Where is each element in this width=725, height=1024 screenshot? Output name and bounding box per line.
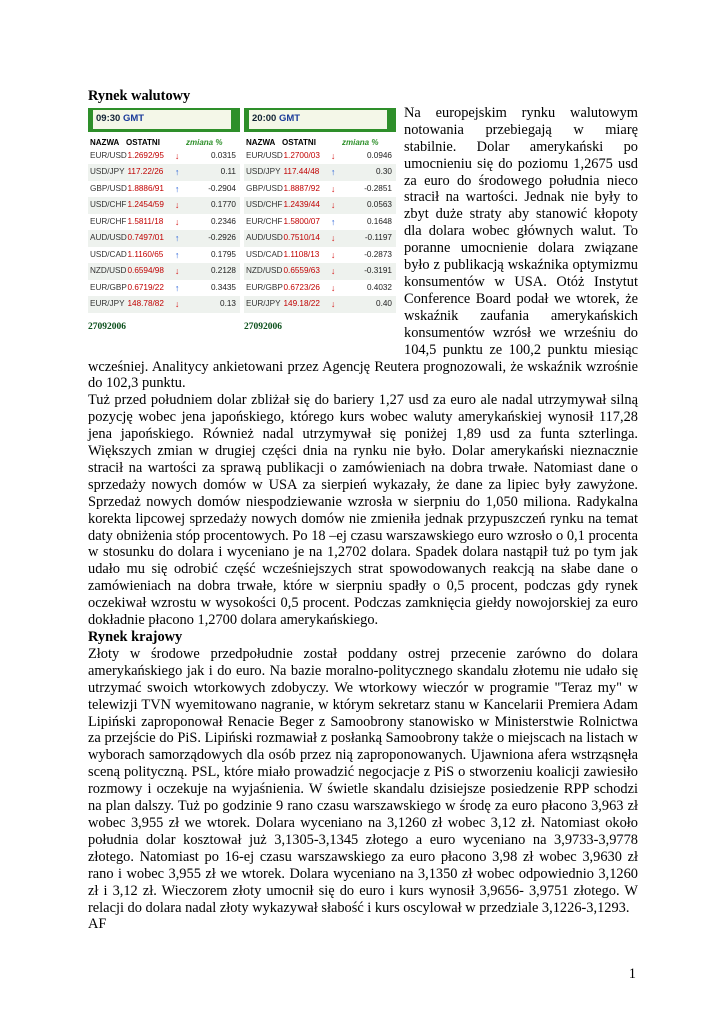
- column-header-change: zmiana %: [186, 137, 223, 147]
- currency-pair: AUD/USD: [246, 233, 283, 243]
- table-row: [244, 214, 396, 231]
- last-quote: 1.2692/95: [127, 150, 164, 160]
- arrow-down-icon: ↓: [330, 200, 336, 211]
- change-percent: -0.2926: [208, 233, 236, 243]
- change-percent: -0.2873: [364, 249, 392, 259]
- currency-pair: USD/JPY: [90, 167, 125, 177]
- author-initials: AF: [88, 916, 107, 933]
- currency-pair: EUR/CHF: [246, 216, 283, 226]
- currency-pair: USD/CHF: [90, 200, 127, 210]
- last-quote: 148.78/82: [127, 299, 164, 309]
- change-percent: 0.0563: [366, 200, 392, 210]
- change-percent: -0.2904: [208, 183, 236, 193]
- currency-pair: USD/CAD: [246, 249, 283, 259]
- table-timezone: GMT: [278, 113, 301, 125]
- table-row: [88, 197, 240, 214]
- arrow-down-icon: ↓: [330, 282, 336, 293]
- currency-pair: EUR/USD: [90, 150, 127, 160]
- time-box: [93, 110, 231, 129]
- currency-pair: USD/CHF: [246, 200, 283, 210]
- currency-pair: AUD/USD: [90, 233, 127, 243]
- arrow-down-icon: ↓: [174, 200, 180, 211]
- arrow-down-icon: ↓: [330, 233, 336, 244]
- last-quote: 149.18/22: [283, 299, 320, 309]
- currency-pair: EUR/JPY: [90, 299, 125, 309]
- table-date: 27092006: [88, 321, 126, 332]
- arrow-up-icon: ↑: [174, 167, 180, 178]
- change-percent: 0.2346: [210, 216, 236, 226]
- paragraph-1: Na europejskim rynku walutowym notowania przebiegają w miarę stabilnie. Dolar amerykański po umocnieniu się do poziomu 1,2675 usd za euro do środowego południa nieco stracił na wartości. Jednak nie były to zbyt duże straty aby stanowić kłopoty dla dolara wobec głównych walut. To poranne umocnienie dolara związane było z publikacją wskaźnika optymizmu konsumentów w USA. Otóż Instytut Conference Board podał we wtorek, że wskaźnik zaufania amerykańskich konsumentów wzrósł we wrześniu do 104,5 punktu ze 100,2 punktu miesiąc wcześniej. Analitycy ankietowani przez Agencję Reutera prognozowali, że wskaźnik wzrośnie do 102,3 punktu.: [88, 104, 638, 392]
- change-percent: -0.3191: [364, 266, 392, 276]
- arrow-up-icon: ↑: [174, 249, 180, 260]
- change-percent: 0.30: [376, 167, 392, 177]
- currency-pair: EUR/CHF: [90, 216, 127, 226]
- time-box: [249, 110, 387, 129]
- last-quote: 0.6723/26: [283, 282, 320, 292]
- heading-domestic-market: Rynek krajowy: [88, 629, 183, 645]
- arrow-down-icon: ↓: [330, 183, 336, 194]
- currency-table: [244, 108, 396, 336]
- table-row: [88, 230, 240, 247]
- table-timezone: GMT: [122, 113, 145, 125]
- arrow-up-icon: ↑: [174, 282, 180, 293]
- last-quote: 1.1108/13: [283, 249, 320, 259]
- change-percent: 0.11: [220, 167, 236, 177]
- currency-pair: USD/JPY: [246, 167, 281, 177]
- page-number: 1: [628, 966, 636, 982]
- arrow-down-icon: ↓: [174, 150, 180, 161]
- change-percent: -0.1197: [364, 233, 392, 243]
- last-quote: 0.6559/63: [283, 266, 320, 276]
- currency-tables-wrap: [88, 108, 396, 336]
- column-header-name: NAZWA: [90, 137, 120, 147]
- currency-pair: EUR/JPY: [246, 299, 281, 309]
- arrow-up-icon: ↑: [330, 216, 336, 227]
- table-row: [88, 296, 240, 313]
- table-time: 09:30: [96, 113, 121, 125]
- table-column-headers: [244, 132, 396, 148]
- currency-pair: EUR/GBP: [246, 282, 283, 292]
- table-row: [88, 280, 240, 297]
- currency-pair: GBP/USD: [246, 183, 283, 193]
- table-column-headers: [88, 132, 240, 148]
- currency-pair: NZD/USD: [90, 266, 127, 276]
- paragraph-3: Złoty w środowe przedpołudnie został poddany ostrej przecenie zarówno do dolara amerykańskiego jak i do euro. Na bazie moralno-politycznego skandalu złotemu nie udało się utrzymać swoich wtorkowych zdobyczy. We wtorkowy wieczór w programie "Teraz my" w telewizji TVN wyemitowano nagranie, w którym sekretarz stanu w Kancelarii Premiera Adam Lipiński zaproponował Renacie Beger z Samoobrony stanowisko w Ministerstwie Rolnictwa za przejście do PiS. Lipiński rozmawiał z posłanką Samoobrony także o miejscach na listach w wyborach samorządowych dla osób przez nią zaproponowanych. Ujawniona afera wstrząsnęła sceną polityczną. PSL, które miało prowadzić negocjacje z PiS o stworzeniu koalicji zawiesiło rozmowy i oczekuje na wyjaśnienia. W świetle skandalu dzisiejsze posiedzenie RPP schodzi na plan dalszy. Tuż po godzinie 9 rano czasu warszawskiego w środę za euro płacono 3,963 zł wobec 3,955 zł we wtorek. Dolara wyceniano na 3,1260 zł wobec 3,12 zł. Natomiast około południa dolar kosztował już 3,1305-3,1345 złotego a euro wyceniano na 3,9733-3,9778 złotego. Natomiast po 16-ej czasu warszawskiego za euro płacono 3,98 zł wobec 3,9630 zł rano i wobec 3,955 zł we wtorek. Dolara wyceniano na 3,1350 zł wobec odpowiednio 3,1260 zł i 3,12 zł. Wieczorem złoty umocnił się do euro i kurs wynosił 3,9656- 3,9751 złotego. W relacji do dolara nadal złoty wykazywał słabość i kurs oscylował w przedziale 3,1226-3,1293.: [88, 645, 638, 916]
- table-row: [244, 197, 396, 214]
- column-header-change: zmiana %: [342, 137, 379, 147]
- arrow-down-icon: ↓: [330, 299, 336, 310]
- currency-table: [88, 108, 240, 336]
- table-row: [88, 247, 240, 264]
- arrow-down-icon: ↓: [174, 299, 180, 310]
- last-quote: 0.7510/14: [283, 233, 320, 243]
- last-quote: 1.8886/91: [127, 183, 164, 193]
- currency-pair: EUR/GBP: [90, 282, 127, 292]
- arrow-down-icon: ↓: [330, 249, 336, 260]
- table-row: [244, 148, 396, 165]
- table-time-header: [244, 108, 396, 132]
- table-time-header: [88, 108, 240, 132]
- table-row: [244, 280, 396, 297]
- arrow-down-icon: ↓: [330, 150, 336, 161]
- article-body: [88, 88, 638, 933]
- currency-pair: USD/CAD: [90, 249, 127, 259]
- column-header-name: NAZWA: [246, 137, 276, 147]
- last-quote: 1.2700/03: [283, 150, 320, 160]
- table-time: 20:00: [252, 113, 277, 125]
- arrow-up-icon: ↑: [330, 167, 336, 178]
- change-percent: 0.4032: [366, 282, 392, 292]
- last-quote: 117.44/48: [283, 167, 320, 177]
- table-row: [244, 296, 396, 313]
- last-quote: 0.7497/01: [127, 233, 164, 243]
- last-quote: 117.22/26: [127, 167, 164, 177]
- paragraph-2: Tuż przed południem dolar zbliżał się do bariery 1,27 usd za euro ale nadal utrzymywał silną pozycję wobec jena japońskiego, którego kurs wobec waluty amerykańskiej wynosił 117,28 jena japońskiego. Również nadal utrzymywał się poniżej 1,89 usd za funta szterlinga. Większych zmian w drugiej części dnia na rynku nie było. Dolar amerykański nieznacznie stracił na wartości za sprawą publikacji o zamówieniach na dobra trwałe. Natomiast dane o sprzedaży nowych domów w USA za sierpień wykazały, że dane za lipiec były zawyżone. Sprzedaż nowych domów niespodziewanie wzrosła w sierpniu do 1,050 miliona. Radykalna korekta lipcowej sprzedaży nowych domów nie zmieniła jednak przypuszczeń rynku na temat daty obniżenia stóp procentowych. Po 18 –ej czasu warszawskiego euro wzrosło o 0,1 procenta w stosunku do dolara i wyceniano je na 1,2702 dolara. Spadek dolara nastąpił tuż po tym jak udało mu się odrobić część wcześniejszych strat spowodowanych reakcją na słabe dane o zamówieniach na dobra trwałe, które w sierpniu spadły o 0,5 procent, podczas gdy rynek oczekiwał wzrostu w wysokości 0,5 procent. Podczas zamknięcia giełdy nowojorskiej za euro dokładnie płacono 1,2700 dolara amerykańskiego.: [88, 392, 638, 629]
- change-percent: 0.0315: [210, 150, 236, 160]
- arrow-up-icon: ↑: [174, 233, 180, 244]
- column-header-last: OSTATNI: [126, 137, 160, 147]
- table-row: [88, 181, 240, 198]
- table-row: [88, 164, 240, 181]
- table-date: 27092006: [244, 321, 282, 332]
- currency-pair: NZD/USD: [246, 266, 283, 276]
- arrow-up-icon: ↑: [174, 183, 180, 194]
- last-quote: 0.6594/98: [127, 266, 164, 276]
- change-percent: 0.1795: [210, 249, 236, 259]
- change-percent: 0.3435: [210, 282, 236, 292]
- change-percent: 0.40: [376, 299, 392, 309]
- table-row: [88, 263, 240, 280]
- change-percent: 0.13: [220, 299, 236, 309]
- last-quote: 1.8887/92: [283, 183, 320, 193]
- last-quote: 1.1160/65: [127, 249, 164, 259]
- last-quote: 1.2439/44: [283, 200, 320, 210]
- table-row: [244, 230, 396, 247]
- last-quote: 1.5800/07: [283, 216, 320, 226]
- table-body: [244, 148, 396, 313]
- table-body: [88, 148, 240, 313]
- change-percent: 0.1648: [366, 216, 392, 226]
- table-row: [244, 181, 396, 198]
- arrow-down-icon: ↓: [174, 216, 180, 227]
- column-header-last: OSTATNI: [282, 137, 316, 147]
- table-row: [244, 263, 396, 280]
- currency-pair: GBP/USD: [90, 183, 127, 193]
- heading-currency-market: Rynek walutowy: [88, 88, 191, 104]
- currency-tables: [88, 108, 396, 336]
- table-row: [244, 247, 396, 264]
- change-percent: 0.0946: [366, 150, 392, 160]
- last-quote: 1.5811/18: [127, 216, 164, 226]
- change-percent: 0.1770: [210, 200, 236, 210]
- table-row: [244, 164, 396, 181]
- arrow-down-icon: ↓: [330, 266, 336, 277]
- change-percent: -0.2851: [364, 183, 392, 193]
- table-row: [88, 214, 240, 231]
- last-quote: 0.6719/22: [127, 282, 164, 292]
- change-percent: 0.2128: [210, 266, 236, 276]
- arrow-down-icon: ↓: [174, 266, 180, 277]
- table-row: [88, 148, 240, 165]
- currency-pair: EUR/USD: [246, 150, 283, 160]
- last-quote: 1.2454/59: [127, 200, 164, 210]
